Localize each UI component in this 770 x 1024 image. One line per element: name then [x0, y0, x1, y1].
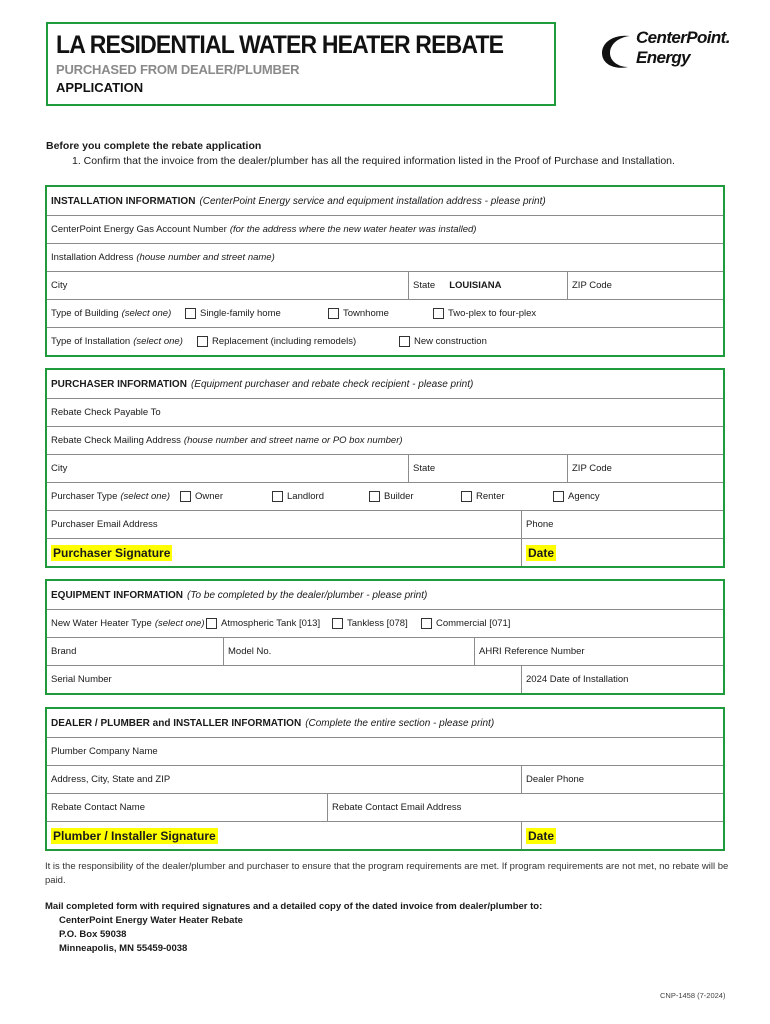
dealer-address-row [47, 765, 723, 793]
dealer-header [47, 709, 723, 737]
equipment-note: (To be completed by the dealer/plumber - please print) [187, 589, 428, 601]
installation-address-row[interactable] [47, 243, 723, 271]
option-single-family[interactable] [185, 300, 281, 327]
installation-state-field [408, 272, 567, 299]
purchaser-email-field[interactable] [47, 511, 521, 538]
logo-text-energy: Energy [636, 48, 691, 67]
purchaser-state-field[interactable] [408, 455, 567, 482]
installation-zip-label: ZIP Code [572, 280, 612, 291]
purchaser-date-field[interactable] [521, 539, 723, 566]
option-builder-label: Builder [384, 491, 414, 502]
checkbox-landlord[interactable] [272, 491, 283, 502]
install-date-field[interactable] [521, 666, 723, 693]
dealer-phone-field[interactable] [521, 766, 723, 793]
equipment-title: EQUIPMENT INFORMATION [51, 589, 184, 601]
building-type-label: Type of Building [51, 308, 119, 319]
option-landlord-label: Landlord [287, 491, 324, 502]
dealer-title: DEALER / PLUMBER and INSTALLER INFORMATION [51, 717, 302, 729]
form-application-label: APPLICATION [56, 80, 144, 95]
building-type-note: (select one) [121, 308, 172, 319]
installer-signature-field[interactable] [47, 822, 521, 849]
option-twoplex[interactable] [433, 300, 536, 327]
company-row[interactable] [47, 737, 723, 765]
option-replacement[interactable] [197, 328, 356, 355]
installation-state-value: LOUISIANA [449, 280, 502, 291]
installation-city-field[interactable] [47, 272, 408, 299]
option-renter-label: Renter [476, 491, 505, 502]
contact-name-field[interactable] [47, 794, 327, 821]
heater-type-row [47, 609, 723, 637]
install-date-label: 2024 Date of Installation [526, 674, 629, 685]
purchaser-section [45, 368, 725, 568]
installation-city-label: City [51, 280, 68, 291]
purchaser-phone-label: Phone [526, 519, 554, 530]
dealer-note: (Complete the entire section - please print) [305, 717, 495, 729]
mail-address-line-1: CenterPoint Energy Water Heater Rebate [59, 915, 243, 926]
checkbox-single-family[interactable] [185, 308, 196, 319]
option-agency-label: Agency [568, 491, 600, 502]
payable-to-row[interactable] [47, 398, 723, 426]
option-townhome-label: Townhome [343, 308, 389, 319]
building-type-row [47, 299, 723, 327]
option-landlord[interactable] [272, 483, 324, 510]
centerpoint-logo [600, 28, 740, 78]
purchaser-email-row [47, 510, 723, 538]
installation-type-row [47, 327, 723, 355]
purchaser-state-label: State [413, 463, 436, 474]
option-new-construction-label: New construction [414, 336, 487, 347]
equipment-section [45, 579, 725, 695]
purchaser-type-note: (select one) [120, 491, 171, 502]
installation-title: INSTALLATION INFORMATION [51, 195, 196, 207]
purchaser-zip-label: ZIP Code [572, 463, 612, 474]
installer-date-label: Date [528, 828, 555, 843]
heater-type-label: New Water Heater Type [51, 618, 152, 629]
purchaser-phone-field[interactable] [521, 511, 723, 538]
option-tankless-label: Tankless [078] [347, 618, 408, 629]
installation-address-label: Installation Address [51, 252, 134, 263]
option-commercial-label: Commercial [071] [436, 618, 511, 629]
purchaser-signature-row [47, 538, 723, 566]
company-label: Plumber Company Name [51, 746, 158, 757]
brand-label: Brand [51, 646, 77, 657]
installation-city-row [47, 271, 723, 299]
installation-type-note: (select one) [133, 336, 183, 347]
intro [46, 139, 675, 169]
title-box [46, 22, 556, 106]
checkbox-commercial[interactable] [421, 618, 432, 629]
checkbox-townhome[interactable] [328, 308, 339, 319]
purchaser-type-label: Purchaser Type [51, 491, 118, 502]
purchaser-date-label: Date [528, 545, 555, 560]
installation-state-label: State [413, 280, 436, 291]
option-replacement-label: Replacement (including remodels) [212, 336, 357, 347]
dealer-section [45, 707, 725, 851]
gas-account-label: CenterPoint Energy Gas Account Number [51, 224, 227, 235]
contact-name-label: Rebate Contact Name [51, 802, 145, 813]
checkbox-atmospheric[interactable] [206, 618, 217, 629]
installer-signature-label: Plumber / Installer Signature [53, 828, 216, 843]
dealer-phone-label: Dealer Phone [526, 774, 585, 785]
mailing-address-row[interactable] [47, 426, 723, 454]
option-atmospheric-label: Atmospheric Tank [013] [221, 618, 321, 629]
form-title: LA RESIDENTIAL WATER HEATER REBATE [56, 31, 504, 59]
checkbox-tankless[interactable] [332, 618, 343, 629]
purchaser-header [47, 370, 723, 398]
purchaser-type-row [47, 482, 723, 510]
installer-signature-row [47, 821, 723, 849]
mail-address-line-3: Minneapolis, MN 55459-0038 [59, 943, 188, 954]
option-townhome[interactable] [328, 300, 389, 327]
contact-email-field[interactable] [327, 794, 723, 821]
option-builder[interactable] [369, 483, 414, 510]
checkbox-twoplex[interactable] [433, 308, 444, 319]
installation-zip-field[interactable] [567, 272, 723, 299]
serial-field[interactable] [47, 666, 521, 693]
contact-email-label: Rebate Contact Email Address [332, 802, 462, 813]
dealer-address-field[interactable] [47, 766, 521, 793]
heater-type-note: (select one) [154, 618, 205, 629]
serial-row [47, 665, 723, 693]
option-single-family-label: Single-family home [200, 308, 281, 319]
gas-account-row[interactable] [47, 215, 723, 243]
purchaser-note: (Equipment purchaser and rebate check recipient - please print) [190, 378, 474, 390]
intro-heading: Before you complete the rebate application [46, 140, 262, 152]
purchaser-zip-field[interactable] [567, 455, 723, 482]
checkbox-builder[interactable] [369, 491, 380, 502]
mailing-instructions [45, 900, 542, 956]
purchaser-city-label: City [51, 463, 68, 474]
installation-address-note: (house number and street name) [136, 252, 275, 263]
installation-section [45, 185, 725, 357]
responsibility-note: It is the responsibility of the dealer/plumber and purchaser to ensure that the program requirements are met. If program requirements are not met, no rebate will be paid. [45, 861, 729, 886]
ahri-label: AHRI Reference Number [479, 646, 585, 657]
model-field[interactable] [223, 638, 474, 665]
mailing-address-label: Rebate Check Mailing Address [51, 435, 181, 446]
option-agency[interactable] [553, 483, 600, 510]
form-subtitle: PURCHASED FROM DEALER/PLUMBER [56, 62, 300, 77]
brand-model-row [47, 637, 723, 665]
intro-item-1: 1. Confirm that the invoice from the dealer/plumber has all the required information listed in the Proof of Purchase and Installation. [72, 155, 675, 167]
purchaser-title: PURCHASER INFORMATION [51, 378, 187, 390]
mail-heading: Mail completed form with required signatures and a detailed copy of the dated invoice from dealer/plumber to: [45, 901, 543, 912]
checkbox-renter[interactable] [461, 491, 472, 502]
centerpoint-swoosh-icon [600, 32, 634, 72]
mailing-address-note: (house number and street name or PO box number) [183, 435, 403, 446]
option-new-construction[interactable] [399, 328, 487, 355]
checkbox-owner[interactable] [180, 491, 191, 502]
payable-to-label: Rebate Check Payable To [51, 407, 161, 418]
ahri-field[interactable] [474, 638, 723, 665]
installation-note: (CenterPoint Energy service and equipment installation address - please print) [199, 195, 546, 207]
installation-header [47, 187, 723, 215]
checkbox-replacement[interactable] [197, 336, 208, 347]
installer-date-field[interactable] [521, 822, 723, 849]
model-label: Model No. [228, 646, 272, 657]
purchaser-city-field[interactable] [47, 455, 408, 482]
brand-field[interactable] [47, 638, 223, 665]
option-owner[interactable] [180, 483, 223, 510]
logo-text-centerpoint: CenterPoint. [636, 28, 730, 47]
contact-row [47, 793, 723, 821]
purchaser-city-row [47, 454, 723, 482]
purchaser-signature-label: Purchaser Signature [53, 545, 171, 560]
serial-label: Serial Number [51, 674, 112, 685]
option-twoplex-label: Two-plex to four-plex [448, 308, 537, 319]
mail-address-line-2: P.O. Box 59038 [59, 929, 127, 940]
form-number: CNP-1458 (7-2024) [660, 991, 726, 1000]
installation-type-label: Type of Installation [51, 336, 131, 347]
option-renter[interactable] [461, 483, 505, 510]
checkbox-agency[interactable] [553, 491, 564, 502]
option-commercial[interactable] [421, 610, 510, 637]
purchaser-email-label: Purchaser Email Address [51, 519, 158, 530]
dealer-address-label: Address, City, State and ZIP [51, 774, 171, 785]
option-tankless[interactable] [332, 610, 408, 637]
gas-account-note: (for the address where the new water heater was installed) [229, 224, 477, 235]
option-owner-label: Owner [195, 491, 223, 502]
option-atmospheric[interactable] [206, 610, 320, 637]
checkbox-new-construction[interactable] [399, 336, 410, 347]
equipment-header [47, 581, 723, 609]
purchaser-signature-field[interactable] [47, 539, 521, 566]
